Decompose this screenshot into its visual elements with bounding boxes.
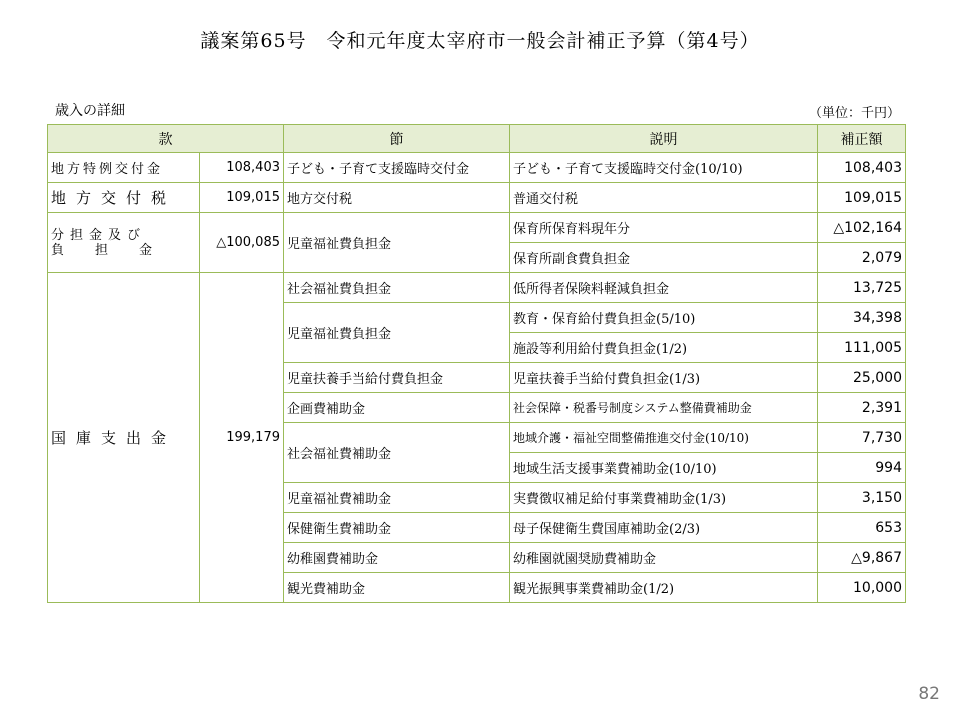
kan-cell: 地方交付税 bbox=[48, 183, 200, 213]
desc-cell: 保育所副食費負担金 bbox=[510, 243, 818, 273]
desc-cell: 地域生活支援事業費補助金(10/10) bbox=[510, 453, 818, 483]
header-kan: 款 bbox=[48, 125, 284, 153]
amount-cell: 653 bbox=[818, 513, 906, 543]
desc-cell: 実費徴収補足給付事業費補助金(1/3) bbox=[510, 483, 818, 513]
header-hoseigaku: 補正額 bbox=[818, 125, 906, 153]
amount-cell: 109,015 bbox=[818, 183, 906, 213]
amount-cell: △9,867 bbox=[818, 543, 906, 573]
amount-cell: 10,000 bbox=[818, 573, 906, 603]
desc-cell: 子ども・子育て支援臨時交付金(10/10) bbox=[510, 153, 818, 183]
setsu-cell: 児童福祉費補助金 bbox=[284, 483, 510, 513]
amount-cell: 13,725 bbox=[818, 273, 906, 303]
amount-cell: △102,164 bbox=[818, 213, 906, 243]
amount-cell: 7,730 bbox=[818, 423, 906, 453]
desc-cell: 保育所保育料現年分 bbox=[510, 213, 818, 243]
kan-amount-cell: 199,179 bbox=[200, 273, 284, 603]
setsu-cell: 社会福祉費負担金 bbox=[284, 273, 510, 303]
table-row bbox=[48, 183, 906, 213]
amount-cell: 108,403 bbox=[818, 153, 906, 183]
kan-amount-cell: 108,403 bbox=[200, 153, 284, 183]
desc-cell: 児童扶養手当給付費負担金(1/3) bbox=[510, 363, 818, 393]
kan-line-1: 分担金及び bbox=[51, 227, 147, 243]
amount-cell: 25,000 bbox=[818, 363, 906, 393]
setsu-cell: 児童福祉費負担金 bbox=[284, 213, 510, 273]
table-header-row bbox=[48, 125, 906, 153]
setsu-cell: 児童福祉費負担金 bbox=[284, 303, 510, 363]
kan-cell: 地方特例交付金 bbox=[48, 153, 200, 183]
desc-cell: 低所得者保険料軽減負担金 bbox=[510, 273, 818, 303]
kan-amount-cell: 109,015 bbox=[200, 183, 284, 213]
header-setsumei: 説明 bbox=[510, 125, 818, 153]
revenue-detail-table bbox=[47, 124, 906, 603]
table-row bbox=[48, 153, 906, 183]
kan-amount-cell: △100,085 bbox=[200, 213, 284, 273]
desc-cell: 普通交付税 bbox=[510, 183, 818, 213]
setsu-cell: 地方交付税 bbox=[284, 183, 510, 213]
setsu-cell: 児童扶養手当給付費負担金 bbox=[284, 363, 510, 393]
header-setsu: 節 bbox=[284, 125, 510, 153]
page-number: 82 bbox=[918, 684, 940, 704]
desc-cell: 施設等利用給付費負担金(1/2) bbox=[510, 333, 818, 363]
setsu-cell: 幼稚園費補助金 bbox=[284, 543, 510, 573]
unit-label: （単位：千円） bbox=[808, 106, 900, 121]
table-row bbox=[48, 213, 906, 243]
table-row bbox=[48, 273, 906, 303]
amount-cell: 2,391 bbox=[818, 393, 906, 423]
kan-cell bbox=[48, 213, 200, 273]
desc-cell: 地域介護・福祉空間整備推進交付金(10/10) bbox=[510, 423, 818, 453]
amount-cell: 111,005 bbox=[818, 333, 906, 363]
desc-cell: 観光振興事業費補助金(1/2) bbox=[510, 573, 818, 603]
desc-cell: 母子保健衛生費国庫補助金(2/3) bbox=[510, 513, 818, 543]
amount-cell: 34,398 bbox=[818, 303, 906, 333]
kan-line-2: 負担金 bbox=[51, 242, 184, 258]
amount-cell: 994 bbox=[818, 453, 906, 483]
setsu-cell: 企画費補助金 bbox=[284, 393, 510, 423]
desc-cell: 幼稚園就園奨励費補助金 bbox=[510, 543, 818, 573]
document-title: 議案第65号 令和元年度太宰府市一般会計補正予算（第4号） bbox=[200, 30, 760, 52]
desc-cell: 教育・保育給付費負担金(5/10) bbox=[510, 303, 818, 333]
amount-cell: 3,150 bbox=[818, 483, 906, 513]
setsu-cell: 観光費補助金 bbox=[284, 573, 510, 603]
setsu-cell: 子ども・子育て支援臨時交付金 bbox=[284, 153, 510, 183]
kan-cell: 国庫支出金 bbox=[48, 273, 200, 603]
amount-cell: 2,079 bbox=[818, 243, 906, 273]
setsu-cell: 保健衛生費補助金 bbox=[284, 513, 510, 543]
section-label: 歳入の詳細 bbox=[55, 103, 125, 119]
desc-cell: 社会保障・税番号制度システム整備費補助金 bbox=[510, 393, 818, 423]
setsu-cell: 社会福祉費補助金 bbox=[284, 423, 510, 483]
